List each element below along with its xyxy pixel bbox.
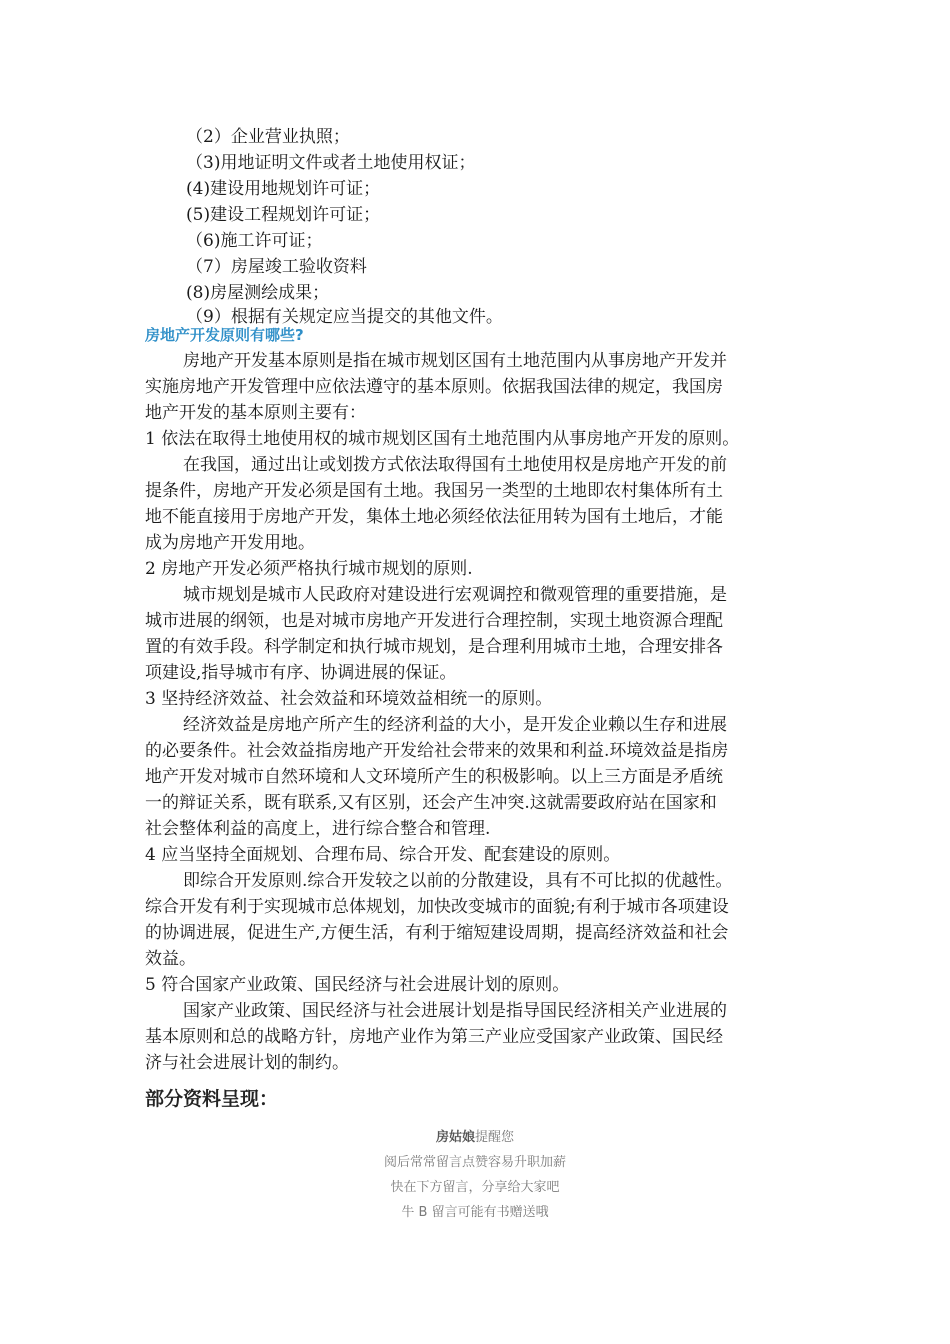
list-item: (4)建设用地规划许可证； xyxy=(186,179,381,199)
principle-heading: 5 符合国家产业政策、国民经济与社会进展计划的原则。 xyxy=(145,975,570,995)
principle-heading: 1 依法在取得土地使用权的城市规划区国有土地范围内从事房地产开发的原则。 xyxy=(145,429,740,449)
body-line: 社会整体利益的高度上，进行综合整合和管理. xyxy=(145,819,491,839)
body-line: 城市规划是城市人民政府对建设进行宏观调控和微观管理的重要措施，是 xyxy=(183,585,727,605)
body-line: 地不能直接用于房地产开发，集体土地必须经依法征用转为国有土地后，才能 xyxy=(145,507,723,527)
body-line: 经济效益是房地产所产生的经济利益的大小，是开发企业赖以生存和进展 xyxy=(183,715,727,735)
body-line: 济与社会进展计划的制约。 xyxy=(145,1053,349,1073)
body-line: 地产开发对城市自然环境和人文环境所产生的积极影响。以上三方面是矛盾统 xyxy=(145,767,723,787)
principle-heading: 4 应当坚持全面规划、合理布局、综合开发、配套建设的原则。 xyxy=(145,845,621,865)
body-line: 在我国，通过出让或划拨方式依法取得国有土地使用权是房地产开发的前 xyxy=(183,455,727,475)
body-line: 的必要条件。社会效益指房地产开发给社会带来的效果和利益.环境效益是指房 xyxy=(145,741,729,761)
list-item: （7）房屋竣工验收资料 xyxy=(186,257,367,277)
section-title: 部分资料呈现： xyxy=(145,1088,279,1110)
list-item: (5)建设工程规划许可证； xyxy=(186,205,381,225)
list-item: （9）根据有关规定应当提交的其他文件。 xyxy=(186,307,503,327)
body-line: 置的有效手段。科学制定和执行城市规划，是合理利用城市土地，合理安排各 xyxy=(145,637,723,657)
list-item: （6)施工许可证； xyxy=(186,231,323,251)
body-line: 效益。 xyxy=(145,949,196,969)
body-line: 成为房地产开发用地。 xyxy=(145,533,315,553)
body-line: 的协调进展，促进生产,方便生活，有利于缩短建设周期，提高经济效益和社会 xyxy=(145,923,729,943)
question-heading: 房地产开发原则有哪些? xyxy=(145,326,304,344)
footer-line: 阅后常常留言点赞容易升职加薪 xyxy=(383,1155,566,1170)
body-line: 项建设,指导城市有序、协调进展的保证。 xyxy=(145,663,457,683)
principle-heading: 2 房地产开发必须严格执行城市规划的原则. xyxy=(145,559,473,579)
body-line: 基本原则和总的战略方针，房地产业作为第三产业应受国家产业政策、国民经 xyxy=(145,1027,723,1047)
footer-reminder xyxy=(0,1126,950,1145)
body-line: 即综合开发原则.综合开发较之以前的分散建设，具有不可比拟的优越性。 xyxy=(183,871,733,891)
footer-line: 牛 B 留言可能有书赠送哦 xyxy=(401,1205,549,1220)
principle-heading: 3 坚持经济效益、社会效益和环境效益相统一的原则。 xyxy=(145,689,553,709)
list-item: （2）企业营业执照； xyxy=(186,127,350,147)
body-line: 实施房地产开发管理中应依法遵守的基本原则。依据我国法律的规定，我国房 xyxy=(145,377,723,397)
body-line: 城市进展的纲领，也是对城市房地产开发进行合理控制，实现土地资源合理配 xyxy=(145,611,723,631)
reminder-text: 提醒您 xyxy=(475,1130,515,1145)
list-item: (8)房屋测绘成果； xyxy=(186,283,330,303)
body-line: 提条件，房地产开发必须是国有土地。我国另一类型的土地即农村集体所有土 xyxy=(145,481,723,501)
brand-name: 房姑娘 xyxy=(435,1130,475,1145)
body-line: 一的辩证关系，既有联系,又有区别，还会产生冲突.这就需要政府站在国家和 xyxy=(145,793,717,813)
footer-line: 快在下方留言，分享给大家吧 xyxy=(390,1180,560,1195)
body-line: 国家产业政策、国民经济与社会进展计划是指导国民经济相关产业进展的 xyxy=(183,1001,727,1021)
body-line: 房地产开发基本原则是指在城市规划区国有土地范围内从事房地产开发并 xyxy=(183,351,727,371)
body-line: 综合开发有利于实现城市总体规划，加快改变城市的面貌;有利于城市各项建设 xyxy=(145,897,729,917)
body-line: 地产开发的基本原则主要有： xyxy=(145,403,366,423)
list-item: （3)用地证明文件或者土地使用权证； xyxy=(186,153,476,173)
